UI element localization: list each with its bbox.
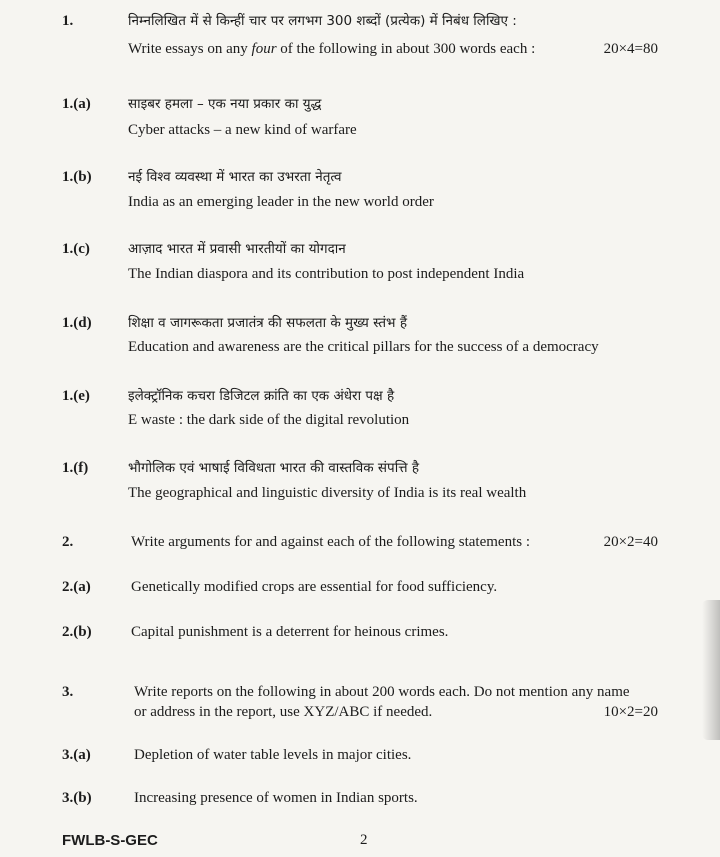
q1b-hindi: नई विश्व व्यवस्था में भारत का उभरता नेतृत्व	[128, 169, 342, 185]
q1-marks: 20×4=80	[603, 41, 658, 57]
q2b-text: Capital punishment is a deterrent for heinous crimes.	[131, 624, 449, 640]
q1d-hindi: शिक्षा व जागरूकता प्रजातंत्र की सफलता के मुख्य स्तंभ हैं	[128, 315, 408, 331]
q2-marks: 20×2=40	[603, 534, 658, 550]
q1c-english: The Indian diaspora and its contribution to post independent India	[128, 266, 525, 282]
paper-code: FWLB-S-GEC	[62, 832, 158, 849]
q1d-english: Education and awareness are the critical pillars for the success of a democracy	[128, 339, 599, 355]
q1b-label: 1.(b)	[62, 169, 92, 185]
q1d-label: 1.(d)	[62, 315, 92, 331]
q3a-text: Depletion of water table levels in major cities.	[134, 747, 412, 763]
scan-edge-shadow	[702, 600, 720, 740]
q2a-label: 2.(a)	[62, 579, 91, 595]
q2-instruction: Write arguments for and against each of the following statements :	[131, 534, 531, 550]
q3-number: 3.	[62, 684, 74, 700]
q1c-hindi: आज़ाद भारत में प्रवासी भारतीयों का योगदान	[128, 241, 346, 257]
q3-instruction-line2: or address in the report, use XYZ/ABC if needed.	[134, 704, 433, 720]
q3-instruction-line1: Write reports on the following in about 200 words each. Do not mention any name	[134, 684, 630, 700]
q1a-english: Cyber attacks – a new kind of warfare	[128, 122, 357, 138]
q1e-label: 1.(e)	[62, 388, 90, 404]
q2a-text: Genetically modified crops are essential for food sufficiency.	[131, 579, 498, 595]
q1f-english: The geographical and linguistic diversity of India is its real wealth	[128, 485, 527, 501]
q1a-label: 1.(a)	[62, 96, 91, 112]
q3-marks: 10×2=20	[603, 704, 658, 720]
q1f-label: 1.(f)	[62, 460, 89, 476]
q1e-english: E waste : the dark side of the digital revolution	[128, 412, 410, 428]
q1c-label: 1.(c)	[62, 241, 90, 257]
q3b-text: Increasing presence of women in Indian sports.	[134, 790, 418, 806]
page-number: 2	[360, 832, 368, 848]
q3b-label: 3.(b)	[62, 790, 92, 806]
q1-instruction-hindi: निम्नलिखित में से किन्हीं चार पर लगभग 300 शब्दों (प्रत्येक) में निबंध लिखिए :	[128, 13, 517, 29]
q2b-label: 2.(b)	[62, 624, 92, 640]
q3a-label: 3.(a)	[62, 747, 91, 763]
q1-instruction-english: Write essays on any four of the following in about 300 words each :	[128, 41, 536, 57]
q1-number: 1.	[62, 13, 74, 29]
q1b-english: India as an emerging leader in the new world order	[128, 194, 434, 210]
q1e-hindi: इलेक्ट्रॉनिक कचरा डिजिटल क्रांति का एक अंधेरा पक्ष है	[128, 388, 395, 404]
q1f-hindi: भौगोलिक एवं भाषाई विविधता भारत की वास्तविक संपत्ति है	[128, 460, 419, 476]
q1a-hindi: साइबर हमला – एक नया प्रकार का युद्ध	[128, 96, 322, 112]
q2-number: 2.	[62, 534, 74, 550]
